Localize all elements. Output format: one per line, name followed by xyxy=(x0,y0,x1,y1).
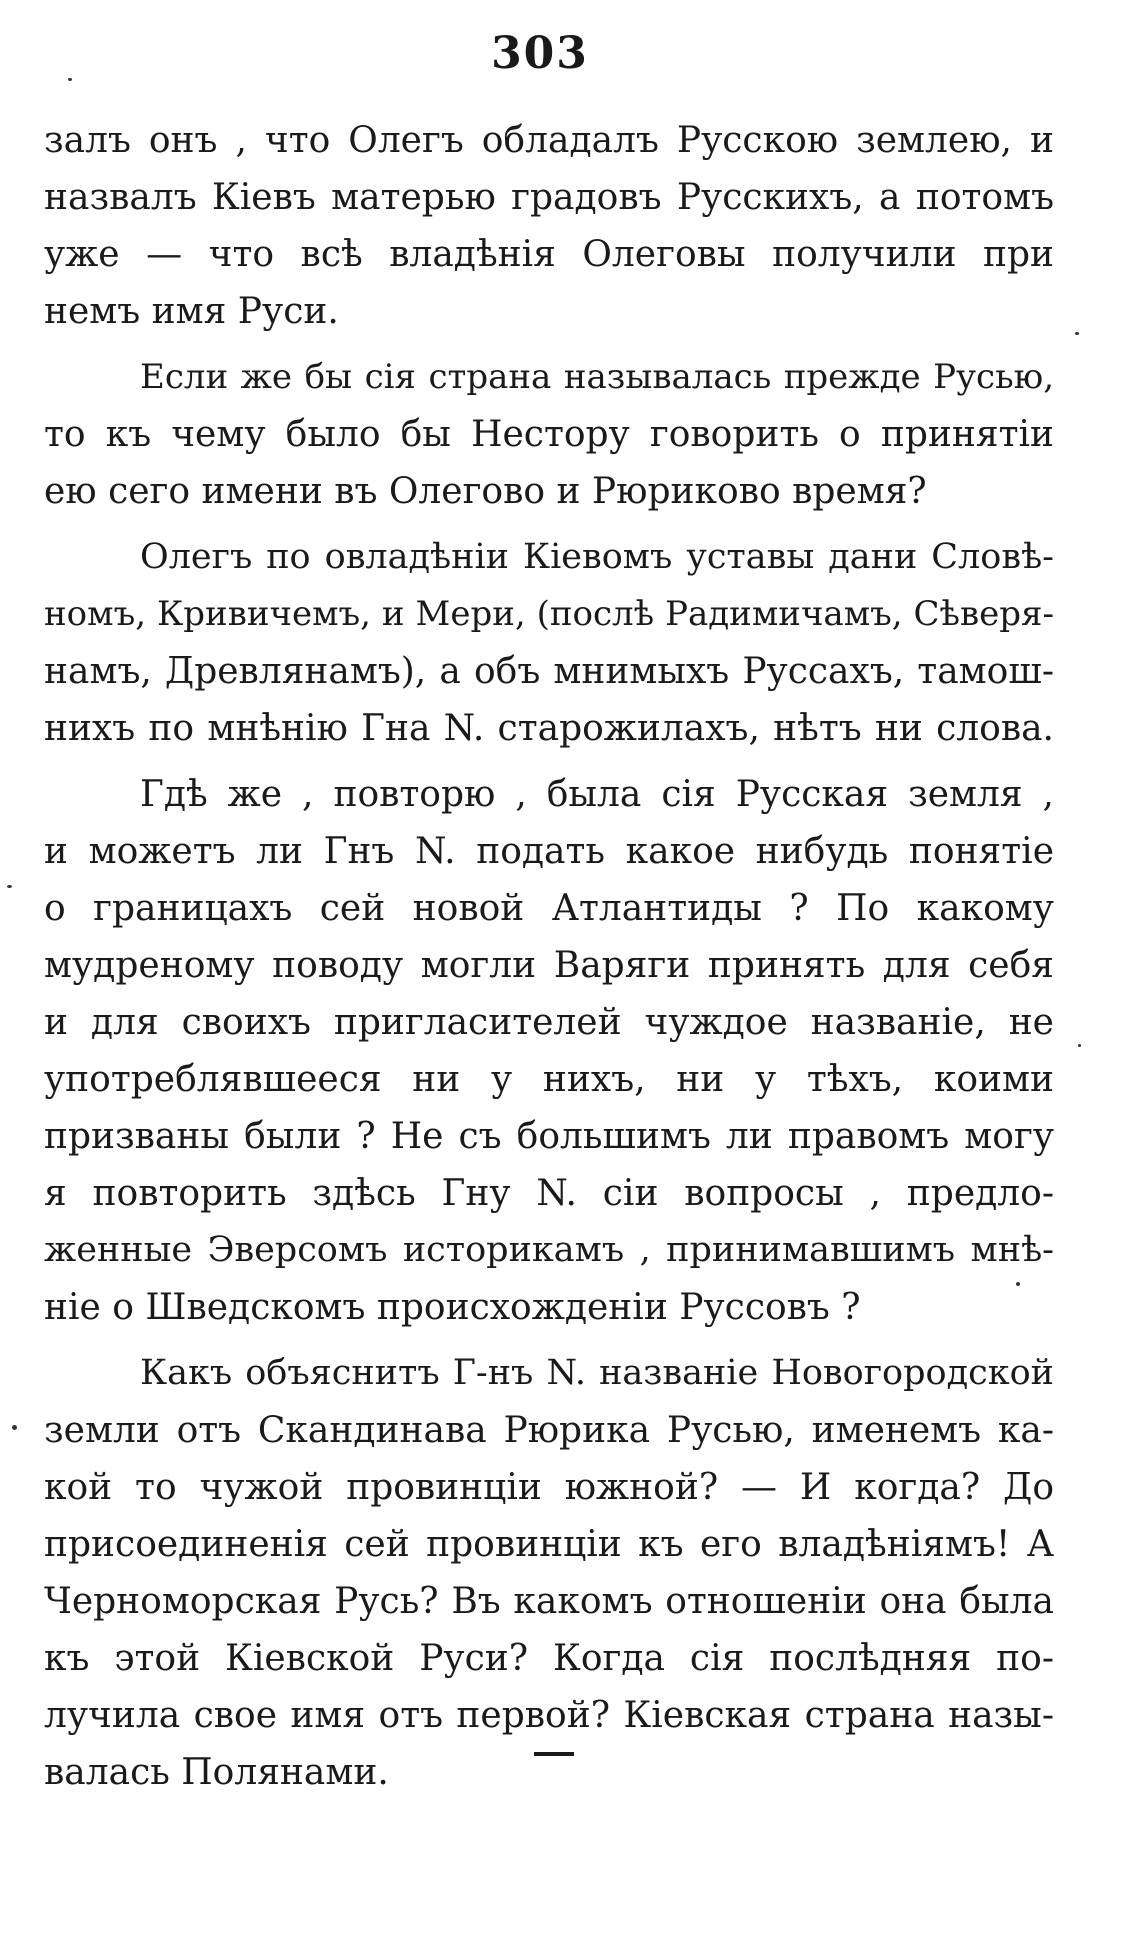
text-line: призваны были ? Не съ большимъ ли правомъ могу xyxy=(44,1116,1054,1157)
text-line: валась Полянами. xyxy=(44,1752,389,1793)
text-line: къ этой Кіевской Руси? Когда сія послѣдняя по- xyxy=(44,1638,1054,1679)
text-line: присоединенія сей провинціи къ его владѣніямъ! А xyxy=(44,1524,1054,1565)
scan-speck xyxy=(68,78,72,81)
text-line: и можетъ ли Гнъ N. подать какое нибудь понятіе xyxy=(44,831,1054,872)
text-line: женные Эверсомъ историкамъ , принимавшимъ мнѣ- xyxy=(44,1230,1054,1270)
paragraph-2 xyxy=(44,349,1054,520)
scan-speck xyxy=(12,1425,17,1430)
text-line: лучила свое имя отъ первой? Кіевская страна назы- xyxy=(44,1695,1054,1736)
text-line: употреблявшееся ни у нихъ, ни у тѣхъ, коими xyxy=(44,1059,1054,1100)
end-rule xyxy=(534,1752,574,1756)
paragraph-5 xyxy=(44,1345,1054,1801)
page-number: 303 xyxy=(491,28,589,79)
text-line: ею сего имени въ Олегово и Рюриково время? xyxy=(44,471,927,512)
text-line: уже — что всѣ владѣнія Олеговы получили при xyxy=(44,234,1054,275)
text-line: нихъ по мнѣнію Гна N. старожилахъ, нѣтъ ни слова. xyxy=(44,708,1054,749)
body-text xyxy=(44,112,1054,1801)
text-line: Какъ объяснитъ Г-нъ N. названіе Новогородской xyxy=(140,1353,1054,1393)
text-line: о границахъ сей новой Атлантиды ? По какому xyxy=(44,888,1054,929)
scan-speck xyxy=(7,885,12,888)
text-line: немъ имя Руси. xyxy=(44,291,339,332)
text-line: залъ онъ , что Олегъ обладалъ Русскою землею, и xyxy=(44,120,1054,161)
text-line: Гдѣ же , повторю , была сія Русская земля , xyxy=(140,774,1054,815)
text-line: и для своихъ пригласителей чуждое названіе, не xyxy=(44,1002,1054,1043)
text-line: намъ, Древлянамъ), а объ мнимыхъ Руссахъ, тамош- xyxy=(44,651,1054,692)
text-line: Олегъ по овладѣніи Кіевомъ уставы дани Словѣ- xyxy=(140,537,1054,577)
text-line: кой то чужой провинціи южной? — И когда? До xyxy=(44,1467,1054,1508)
scan-speck xyxy=(1075,332,1079,335)
text-line: номъ, Кривичемъ, и Мери, (послѣ Радимичамъ, Сѣверя- xyxy=(44,594,1054,634)
paragraph-3 xyxy=(44,529,1054,757)
text-line: то къ чему было бы Нестору говорить о принятіи xyxy=(44,414,1054,455)
scan-speck xyxy=(1078,1044,1081,1047)
paragraph-4 xyxy=(44,766,1054,1336)
text-line: земли отъ Скандинава Рюрика Русью, именемъ ка- xyxy=(44,1410,1054,1451)
text-line: мудреному поводу могли Варяги принять для себя xyxy=(44,945,1054,986)
text-line: Черноморская Русь? Въ какомъ отношеніи она была xyxy=(44,1581,1054,1622)
text-line: Если же бы сія страна называлась прежде Русью, xyxy=(140,357,1054,397)
text-line: назвалъ Кіевъ матерью градовъ Русскихъ, а потомъ xyxy=(44,177,1054,218)
text-line: я повторить здѣсь Гну N. сіи вопросы , предло- xyxy=(44,1173,1054,1214)
text-line: ніе о Шведскомъ происхожденіи Руссовъ ? xyxy=(44,1287,861,1328)
paragraph-1 xyxy=(44,112,1054,340)
scan-speck xyxy=(1016,1282,1020,1286)
